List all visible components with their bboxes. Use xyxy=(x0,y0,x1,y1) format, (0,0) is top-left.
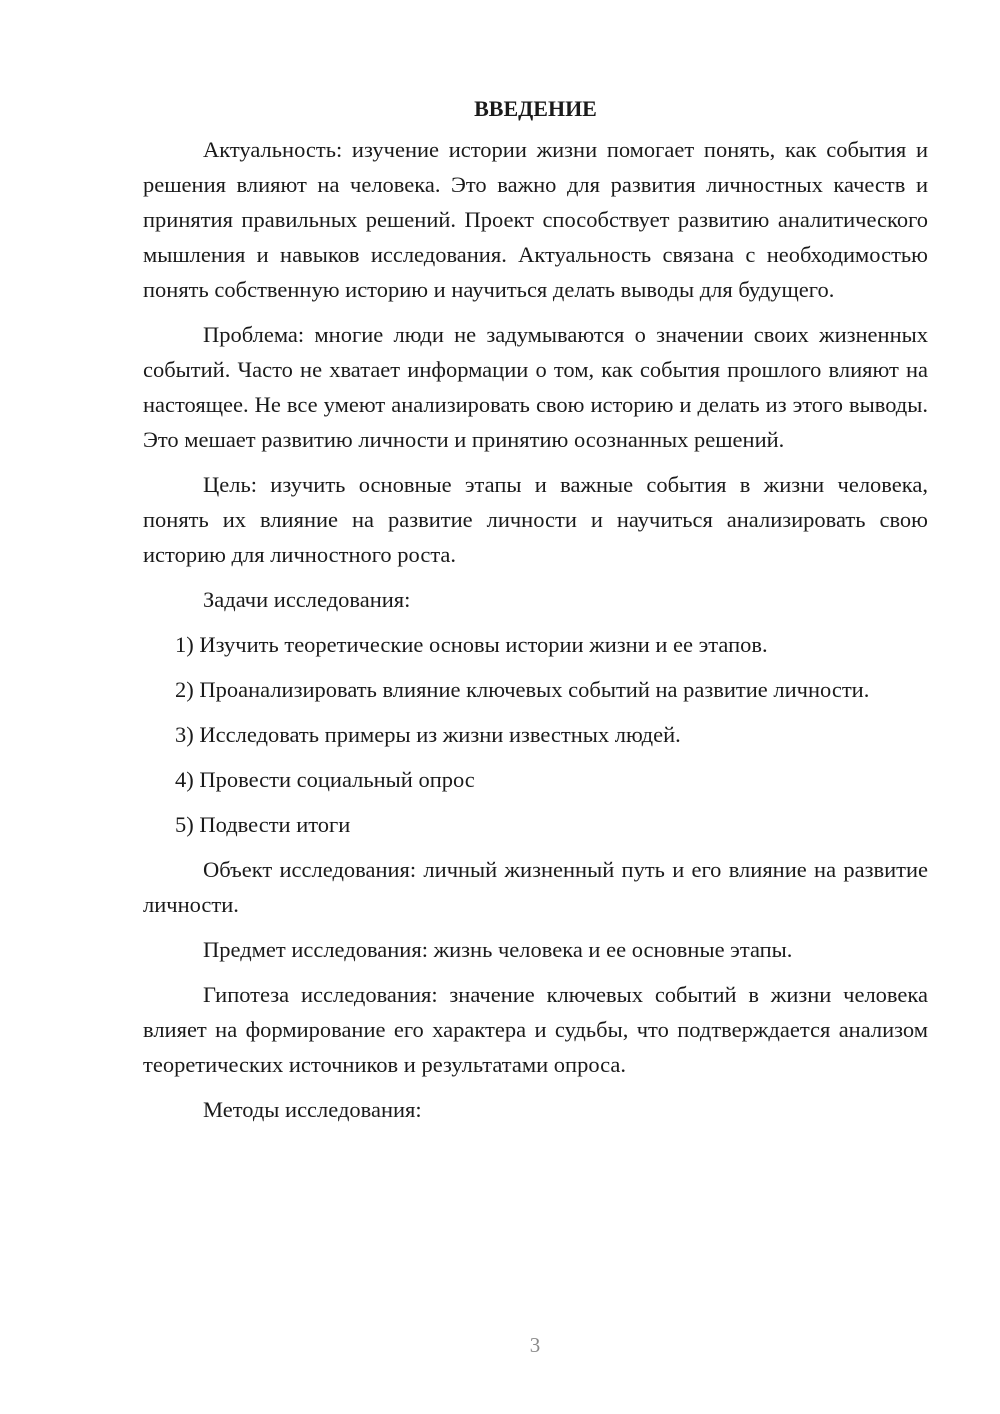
goal-paragraph: Цель: изучить основные этапы и важные события в жизни человека, понять их влияние на развитие личности и научиться анализировать свою историю для личностного роста. xyxy=(143,472,928,567)
subject-paragraph: Предмет исследования: жизнь человека и ее основные этапы. xyxy=(203,937,793,962)
task-item: 5) Подвести итоги xyxy=(175,812,351,837)
hypothesis-paragraph: Гипотеза исследования: значение ключевых событий в жизни человека влияет на формирование его характера и судьбы, что подтверждается анализом теоретических источников и результатами опроса. xyxy=(143,982,928,1077)
object-paragraph: Объект исследования: личный жизненный путь и его влияние на развитие личности. xyxy=(143,857,928,917)
task-item: 2) Проанализировать влияние ключевых событий на развитие личности. xyxy=(175,677,870,702)
task-item: 4) Провести социальный опрос xyxy=(175,767,475,792)
section-title: ВВЕДЕНИЕ xyxy=(474,96,597,121)
task-item: 3) Исследовать примеры из жизни известных людей. xyxy=(175,722,681,747)
page-number: 3 xyxy=(529,1333,541,1357)
tasks-heading: Задачи исследования: xyxy=(203,587,411,612)
document-page xyxy=(143,92,928,1137)
task-item: 1) Изучить теоретические основы истории жизни и ее этапов. xyxy=(175,632,768,657)
relevance-paragraph: Актуальность: изучение истории жизни помогает понять, как события и решения влияют на человека. Это важно для развития личностных качеств и принятия правильных решений. Проект способствует развитию аналитического мышления и навыков исследования. Актуальность связана с необходимостью понять собственную историю и научиться делать выводы для будущего. xyxy=(143,137,928,302)
methods-heading: Методы исследования: xyxy=(203,1097,422,1122)
problem-paragraph: Проблема: многие люди не задумываются о значении своих жизненных событий. Часто не хватает информации о том, как события прошлого влияют на настоящее. Не все умеют анализировать свою историю и делать из этого выводы. Это мешает развитию личности и принятию осознанных решений. xyxy=(143,322,928,452)
